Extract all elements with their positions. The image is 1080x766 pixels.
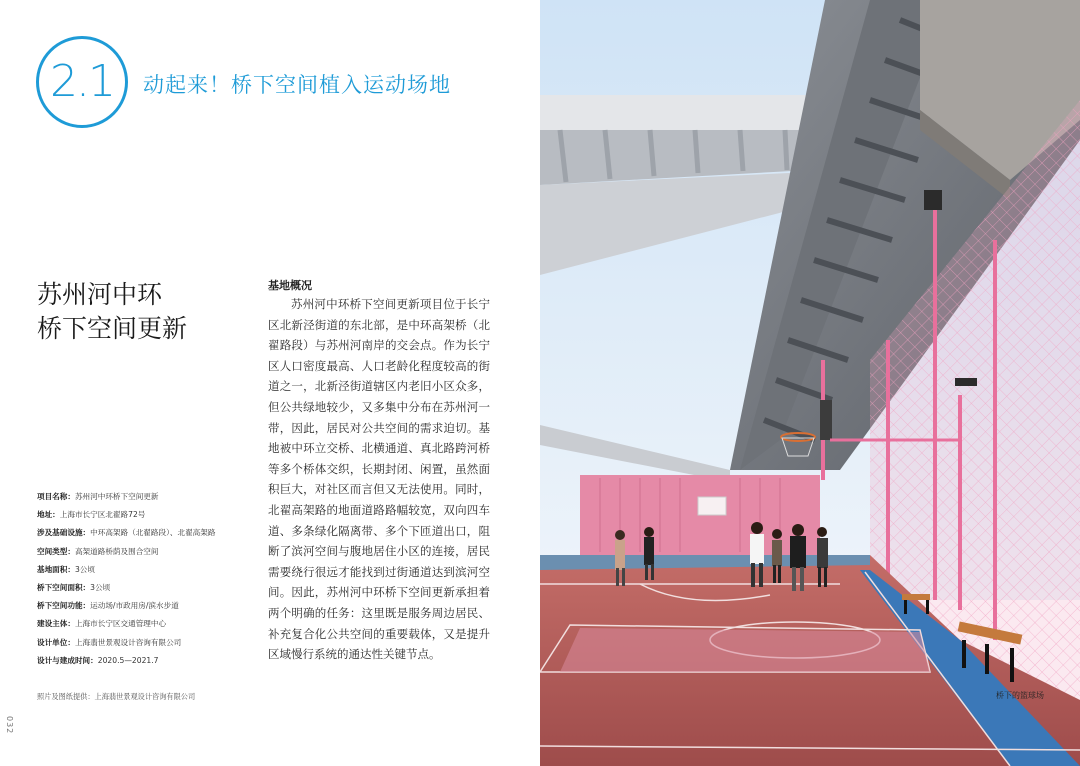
- site-overview-heading: 基地概况: [268, 279, 312, 292]
- info-label: 建设主体：: [37, 619, 75, 629]
- section-title: 动起来！桥下空间植入运动场地: [143, 73, 451, 97]
- page-number: 032: [5, 716, 14, 735]
- floodlight: [924, 190, 942, 210]
- project-title: [37, 278, 187, 346]
- photo-caption: 桥下的篮球场: [996, 691, 1044, 700]
- info-value: 上海翡世景观设计咨询有限公司: [74, 637, 182, 647]
- info-row: [37, 524, 257, 542]
- info-value: 运动场/市政用房/滨水步道: [90, 601, 179, 611]
- info-label: 空间类型：: [37, 546, 75, 556]
- info-value: 上海市长宁区北翟路72号: [59, 510, 146, 520]
- info-value: 3公顷: [90, 583, 111, 593]
- info-row: [37, 488, 257, 506]
- upper-flyover-deck: [540, 95, 810, 130]
- info-label: 设计与建成时间：: [37, 655, 98, 665]
- info-value: 中环高架路（北翟路段）、北翟高架路: [90, 528, 216, 538]
- info-label: 地址：: [37, 510, 60, 520]
- info-value: 2020.5—2021.7: [97, 655, 159, 665]
- photo-credit: 照片及图纸提供：上海翡世景观设计咨询有限公司: [37, 692, 196, 701]
- info-value: 高架道路桥荫及围合空间: [74, 546, 159, 556]
- section-number-badge: 2.1: [36, 36, 128, 128]
- info-row: [37, 615, 257, 633]
- info-row: [37, 543, 257, 561]
- info-value: 上海市长宁区交通管理中心: [74, 619, 167, 629]
- info-label: 基地面积：: [37, 564, 75, 574]
- site-overview-text: 苏州河中环桥下空间更新项目位于长宁区北新泾街道的东北部，是中环高架桥（北翟路段）与苏州河南岸的交会点。作为长宁区人口密度最高、人口老龄化程度较高的街道之一，北新泾街道辖区内老旧小区众多，但公共绿地较少，又多集中分布在苏州河一带，因此，居民对公共空间的需求迫切。基地被中环立交桥、北横通道、真北路跨河桥等多个桥体交织，长期封闭、闲置，虽然面积巨大，对社区而言但又无法使用。同时，北翟高架路的地面道路路幅较宽，双向四车道、多条绿化隔离带、多个下匝道出口，阻断了滨河空间与腹地居住小区的连接，居民需要绕行很远才能找到过街通道达到滨河空间。因此，苏州河中环桥下空间更新承担着两个明确的任务：这里既是服务周边居民、补充复合化公共空间的重要载体，又是提升区域慢行系统的通达性关键节点。: [268, 297, 490, 662]
- info-row: [37, 652, 257, 670]
- info-label: 涉及基础设施：: [37, 528, 91, 538]
- project-title-line1: 苏州河中环: [37, 280, 163, 309]
- far-backboard: [698, 497, 726, 515]
- info-value: 苏州河中环桥下空间更新: [74, 492, 159, 501]
- info-label: 桥下空间功能：: [37, 601, 91, 611]
- info-label: 设计单位：: [37, 637, 75, 647]
- info-row: [37, 506, 257, 524]
- basketball-court-photo: [540, 0, 1080, 766]
- court-key-area: [560, 628, 930, 672]
- info-value: 3公顷: [74, 564, 95, 574]
- backboard: [820, 400, 832, 440]
- project-title-line2: 桥下空间更新: [37, 314, 188, 343]
- project-info-list: [37, 488, 257, 670]
- info-label: 项目名称：: [37, 492, 75, 501]
- floodlight: [955, 378, 977, 386]
- info-row: [37, 634, 257, 652]
- info-row: [37, 561, 257, 579]
- info-label: 桥下空间面积：: [37, 583, 91, 593]
- photo-panel: [540, 0, 1080, 766]
- info-row: [37, 597, 257, 615]
- info-row: [37, 579, 257, 597]
